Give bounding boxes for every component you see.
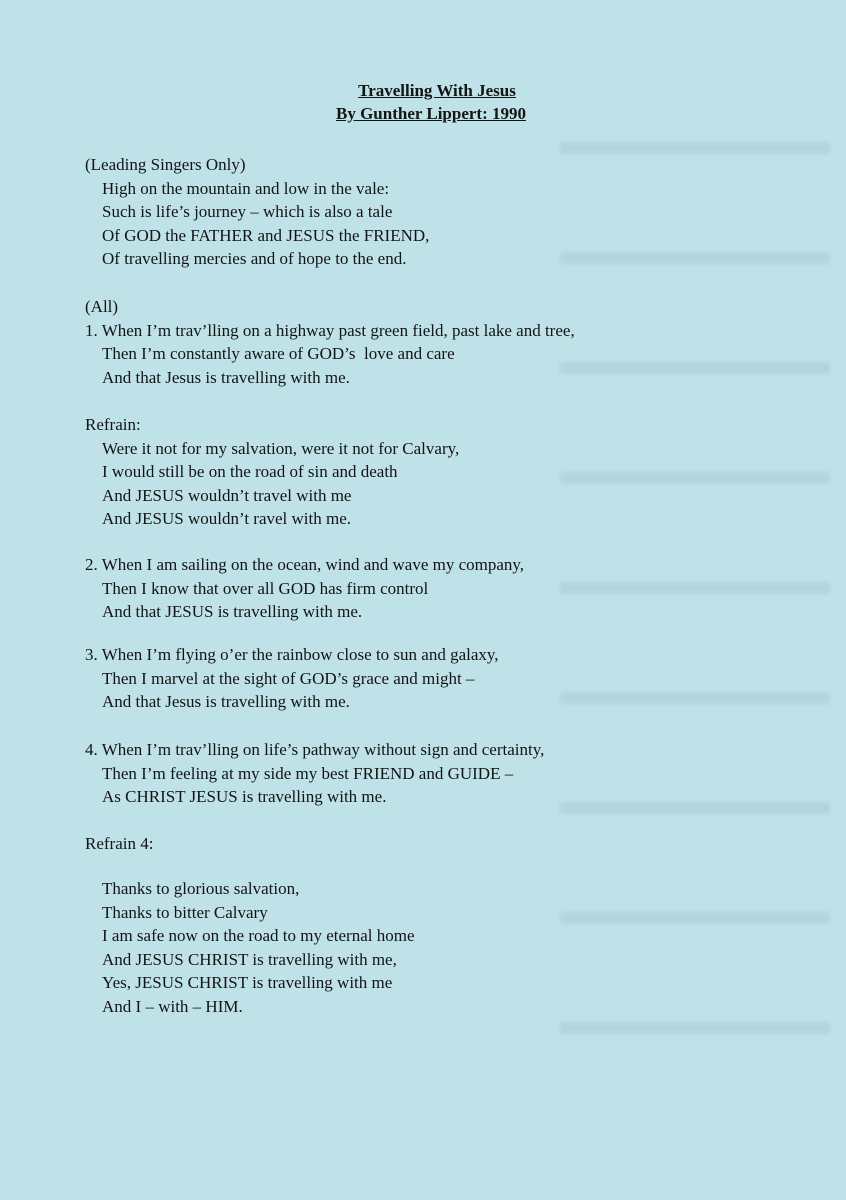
lyric-line: I would still be on the road of sin and death xyxy=(102,462,398,482)
lyric-line: Then I’m constantly aware of GOD’s love and care xyxy=(102,344,455,364)
verse-3-section xyxy=(85,643,499,714)
refrain-4-section xyxy=(85,877,415,1019)
verse-1-section xyxy=(85,295,575,389)
section-label: (All) xyxy=(85,297,119,316)
song-author: By Gunther Lippert: 1990 xyxy=(335,104,526,123)
lyric-line: And JESUS wouldn’t ravel with me. xyxy=(102,509,352,529)
verse-first-line: 4. When I’m trav’lling on life’s pathway without sign and certainty, xyxy=(85,740,545,759)
song-title: Travelling With Jesus xyxy=(358,81,516,100)
refrain-4-label-block xyxy=(85,832,153,856)
lyric-line: Thanks to bitter Calvary xyxy=(102,902,268,922)
lyric-line: I am safe now on the road to my eternal home xyxy=(102,926,415,946)
lyric-line: And JESUS wouldn’t travel with me xyxy=(102,485,352,505)
section-label: Refrain: xyxy=(85,415,141,434)
lyric-line: Of travelling mercies and of hope to the end. xyxy=(102,249,407,269)
lyric-line: Thanks to glorious salvation, xyxy=(102,879,300,898)
leading-singers-section xyxy=(85,153,429,271)
lyric-line: Then I marvel at the sight of GOD’s grace and might – xyxy=(102,668,475,688)
verse-first-line: 2. When I am sailing on the ocean, wind and wave my company, xyxy=(85,555,525,574)
lyric-line: High on the mountain and low in the vale: xyxy=(102,178,390,198)
refrain-section xyxy=(85,413,459,531)
lyric-line: And that JESUS is travelling with me. xyxy=(102,602,363,622)
lyric-line: And I – with – HIM. xyxy=(102,996,243,1016)
section-label: (Leading Singers Only) xyxy=(85,155,246,174)
lyric-line: Were it not for my salvation, were it not for Calvary, xyxy=(102,438,460,458)
lyric-line: And that Jesus is travelling with me. xyxy=(102,692,350,712)
verse-first-line: 1. When I’m trav’lling on a highway past green field, past lake and tree, xyxy=(85,320,575,340)
section-label: Refrain 4: xyxy=(85,834,154,853)
bleed-through-shadow xyxy=(560,90,830,1050)
lyric-line: Then I know that over all GOD has firm control xyxy=(102,578,429,598)
lyric-line: Of GOD the FATHER and JESUS the FRIEND, xyxy=(102,225,430,245)
verse-4-section xyxy=(85,738,544,809)
lyric-line: And that Jesus is travelling with me. xyxy=(102,367,350,387)
verse-first-line: 3. When I’m flying o’er the rainbow close to sun and galaxy, xyxy=(85,645,499,664)
lyric-line: And JESUS CHRIST is travelling with me, xyxy=(102,949,397,969)
lyric-line: Then I’m feeling at my side my best FRIEND and GUIDE – xyxy=(102,763,514,783)
lyric-line: Yes, JESUS CHRIST is travelling with me xyxy=(102,973,393,993)
lyric-line: Such is life’s journey – which is also a tale xyxy=(102,202,393,222)
verse-2-section xyxy=(85,553,524,624)
lyric-line: As CHRIST JESUS is travelling with me. xyxy=(102,787,387,807)
